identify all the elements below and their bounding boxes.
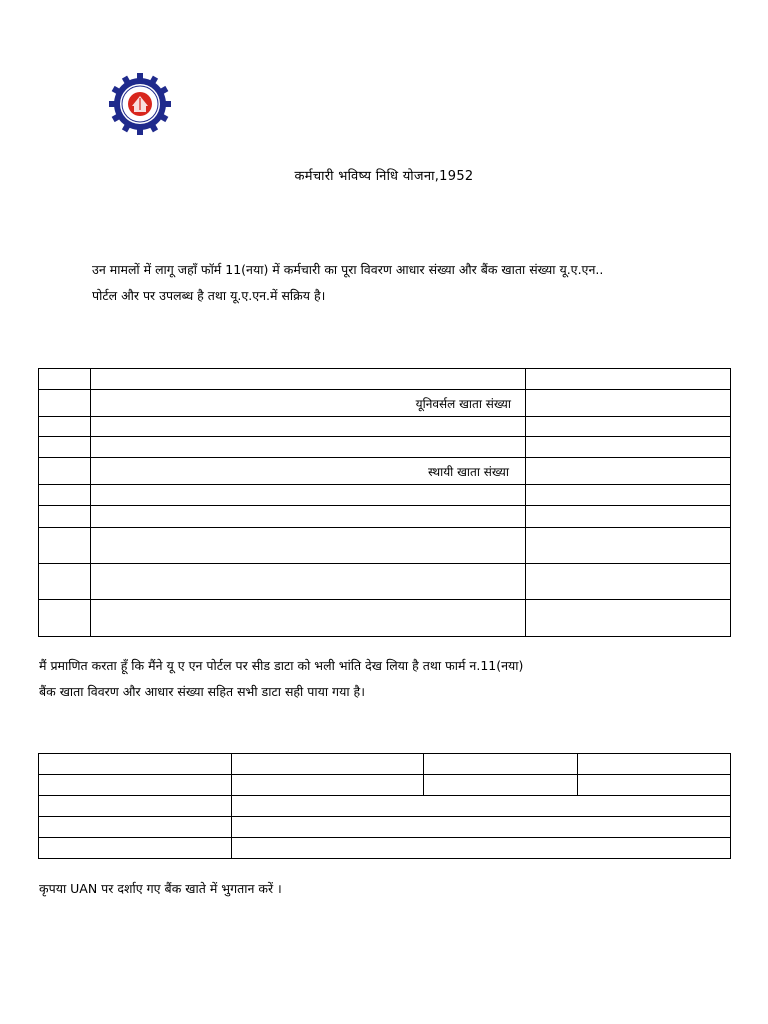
epfo-emblem-icon	[108, 72, 172, 136]
table-row	[39, 485, 731, 506]
field-value-cell[interactable]	[526, 564, 731, 600]
table-cell-wide[interactable]	[232, 796, 731, 817]
table-row	[39, 817, 731, 838]
table-cell[interactable]	[578, 754, 731, 775]
field-label-cell	[91, 369, 526, 390]
row-number-cell	[39, 506, 91, 528]
field-label-cell	[91, 417, 526, 437]
table-cell[interactable]	[424, 754, 578, 775]
table-row	[39, 528, 731, 564]
certification-paragraph	[39, 653, 523, 705]
table-cell	[39, 817, 232, 838]
table-cell[interactable]	[424, 775, 578, 796]
table-cell-wide[interactable]	[232, 817, 731, 838]
row-number-cell	[39, 528, 91, 564]
field-label-cell	[91, 564, 526, 600]
field-value-cell[interactable]	[526, 485, 731, 506]
table-cell	[39, 796, 232, 817]
field-label-cell	[91, 600, 526, 637]
table-row	[39, 775, 731, 796]
pan-value-cell[interactable]	[526, 458, 731, 485]
table-cell[interactable]	[578, 775, 731, 796]
row-number-cell	[39, 564, 91, 600]
table-cell[interactable]	[232, 775, 424, 796]
table-row	[39, 390, 731, 417]
pan-label: स्थायी खाता संख्या	[91, 458, 526, 485]
employee-details-table	[38, 368, 731, 637]
certification-line-2: बैंक खाता विवरण और आधार संख्या सहित सभी डाटा सही पाया गया है।	[39, 684, 365, 699]
signature-details-table	[38, 753, 731, 859]
table-row	[39, 417, 731, 437]
field-label-cell	[91, 528, 526, 564]
table-cell	[39, 838, 232, 859]
table-cell-wide[interactable]	[232, 838, 731, 859]
field-value-cell[interactable]	[526, 369, 731, 390]
table-cell[interactable]	[39, 754, 232, 775]
row-number-cell	[39, 485, 91, 506]
row-number-cell	[39, 417, 91, 437]
table-cell[interactable]	[232, 754, 424, 775]
row-number-cell	[39, 369, 91, 390]
field-value-cell[interactable]	[526, 437, 731, 458]
certification-line-1: मैं प्रमाणित करता हूँ कि मैंने यू ए एन पोर्टल पर सीड डाटा को भली भांति देख लिया है तथा फार्म न.11(नया)	[39, 658, 524, 673]
table-row	[39, 564, 731, 600]
uan-label: यूनिवर्सल खाता संख्या	[91, 390, 526, 417]
table-row	[39, 369, 731, 390]
field-value-cell[interactable]	[526, 417, 731, 437]
field-label-cell	[91, 506, 526, 528]
row-number-cell	[39, 437, 91, 458]
table-row	[39, 796, 731, 817]
field-value-cell[interactable]	[526, 506, 731, 528]
table-cell[interactable]	[39, 775, 232, 796]
table-row	[39, 754, 731, 775]
table-row	[39, 458, 731, 485]
page-title: कर्मचारी भविष्य निधि योजना,1952	[294, 169, 474, 184]
intro-paragraph	[92, 257, 603, 309]
intro-line-1: उन मामलों में लागू जहाँ फॉर्म 11(नया) में कर्मचारी का पूरा विवरण आधार संख्या और बैंक खाता संख्या यू.ए.एन..	[92, 262, 604, 277]
payment-request-note: कृपया UAN पर दर्शाए गए बैंक खाते में भुगतान करें ।	[39, 881, 282, 896]
row-number-cell	[39, 600, 91, 637]
table-row	[39, 506, 731, 528]
row-number-cell	[39, 458, 91, 485]
field-label-cell	[91, 437, 526, 458]
field-label-cell	[91, 485, 526, 506]
intro-line-2: पोर्टल और पर उपलब्ध है तथा यू.ए.एन.में सक्रिय है।	[92, 288, 326, 303]
table-row	[39, 600, 731, 637]
field-value-cell[interactable]	[526, 600, 731, 637]
table-row	[39, 838, 731, 859]
table-row	[39, 437, 731, 458]
field-value-cell[interactable]	[526, 528, 731, 564]
row-number-cell	[39, 390, 91, 417]
uan-value-cell[interactable]	[526, 390, 731, 417]
